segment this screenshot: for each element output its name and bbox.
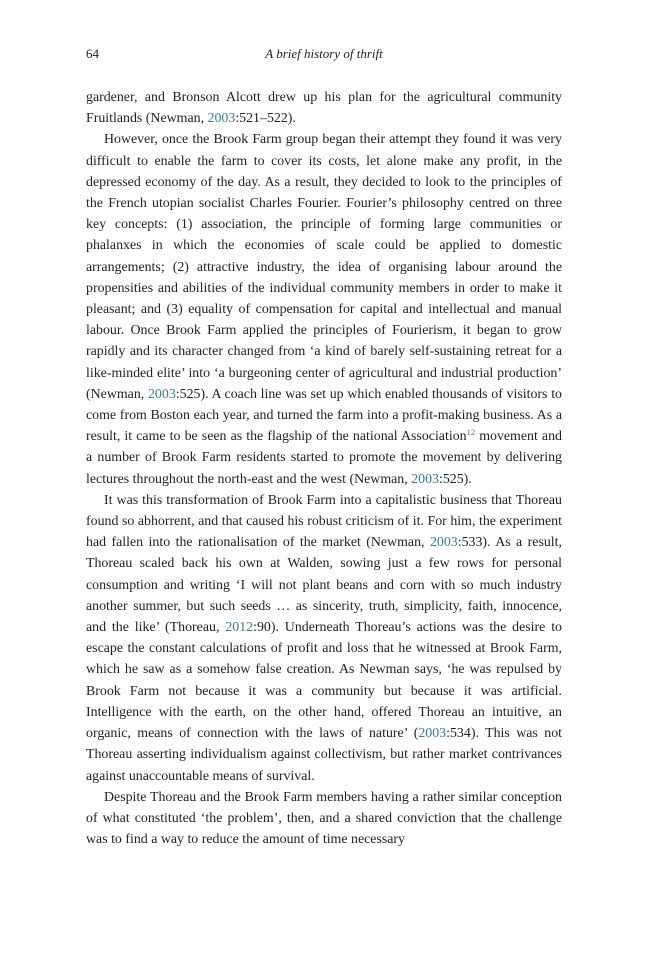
citation-link[interactable]: 2003 [147,386,176,402]
citation-link[interactable]: 2003 [418,726,447,742]
footnote-marker[interactable]: 12 [466,427,476,438]
paragraph [86,787,562,851]
citation-link[interactable]: 2012 [225,620,254,636]
text-span: It was this transformation of Brook Farm into a capitalistic business that Thoreau found so abhorrent, and that caused his robust criticism of it. For him, the experiment had fallen into the rationalisation of the market (Newman, [86,492,562,551]
body-text [86,87,562,850]
text-span: :525). A coach line was set up which enabled thousands of visitors to come from Boston each year, and turned the farm into a profit-making business. As a result, it came to be seen as the flagship of the national Association [86,386,562,445]
text-span: :525). [438,471,472,487]
text-span: movement and a number of Brook Farm residents started to promote the movement by delivering lectures throughout the north-east and the west (Newman, [86,429,562,487]
paragraph [86,129,562,489]
text-span: :521–522). [235,111,296,127]
text-span: However, once the Brook Farm group began their attempt they found it was very difficult to enable the farm to cover its costs, let alone make any profit, in the depressed economy of the day. As a result, they decided to look to the principles of the French utopian socialist Charles Fourier. Fourier’s philosophy centred on three key concepts: (1) association, the principle of forming large communities or phalanxes in which the economies of scale could be applied to domestic arrangements; (2) attractive industry, the idea of organising labour around the propensities and abilities of the individual community members in order to make it pleasant; and (3) equality of compensation for capital and intellectual and manual labour. Once Brook Farm applied the principles of Fourierism, it began to grow rapidly and its character changed from ‘a kind of barely self-sustaining retreat for a like-minded elite’ into ‘a burgeoning center of agricultural and industrial production’ (Newman, [86,132,562,402]
text-span: :534). This was not Thoreau asserting individualism against collectivism, but rather market contrivances against unaccountable means of survival. [86,726,562,784]
page-number: 64 [86,46,99,61]
text-span: gardener, and Bronson Alcott drew up his plan for the agricultural community Fruitlands (Newman, [86,90,562,127]
text-span: :90). Underneath Thoreau’s actions was the desire to escape the constant calculations of profit and loss that he witnessed at Brook Farm, which he saw as a somehow false creation. As Newman says, ‘he was repulsed by Brook Farm not because it was a community but because it was artificial. Intelligence with the earth, on the other hand, offered Thoreau an intuitive, an organic, means of connection with the laws of nature’ ( [86,620,562,742]
text-span: :533). As a result, Thoreau scaled back his own at Walden, sowing just a few rows for personal consumption and writing ‘I will not plant beans and corn with so much industry another summer, but such seeds … as sincerity, truth, simplicity, faith, innocence, and the like’ (Thoreau, [86,535,562,636]
running-title: A brief history of thrift [265,46,383,61]
paragraph [86,490,562,787]
citation-link[interactable]: 2003 [411,471,439,487]
citation-link[interactable]: 2003 [429,535,458,551]
citation-link[interactable]: 2003 [207,111,236,127]
running-head [86,44,562,64]
paragraph [86,87,562,129]
text-span: Despite Thoreau and the Brook Farm members having a rather similar conception of what constituted ‘the problem’, then, and a shared conviction that the challenge was to find a way to reduce the amount of time necessary [86,789,562,848]
